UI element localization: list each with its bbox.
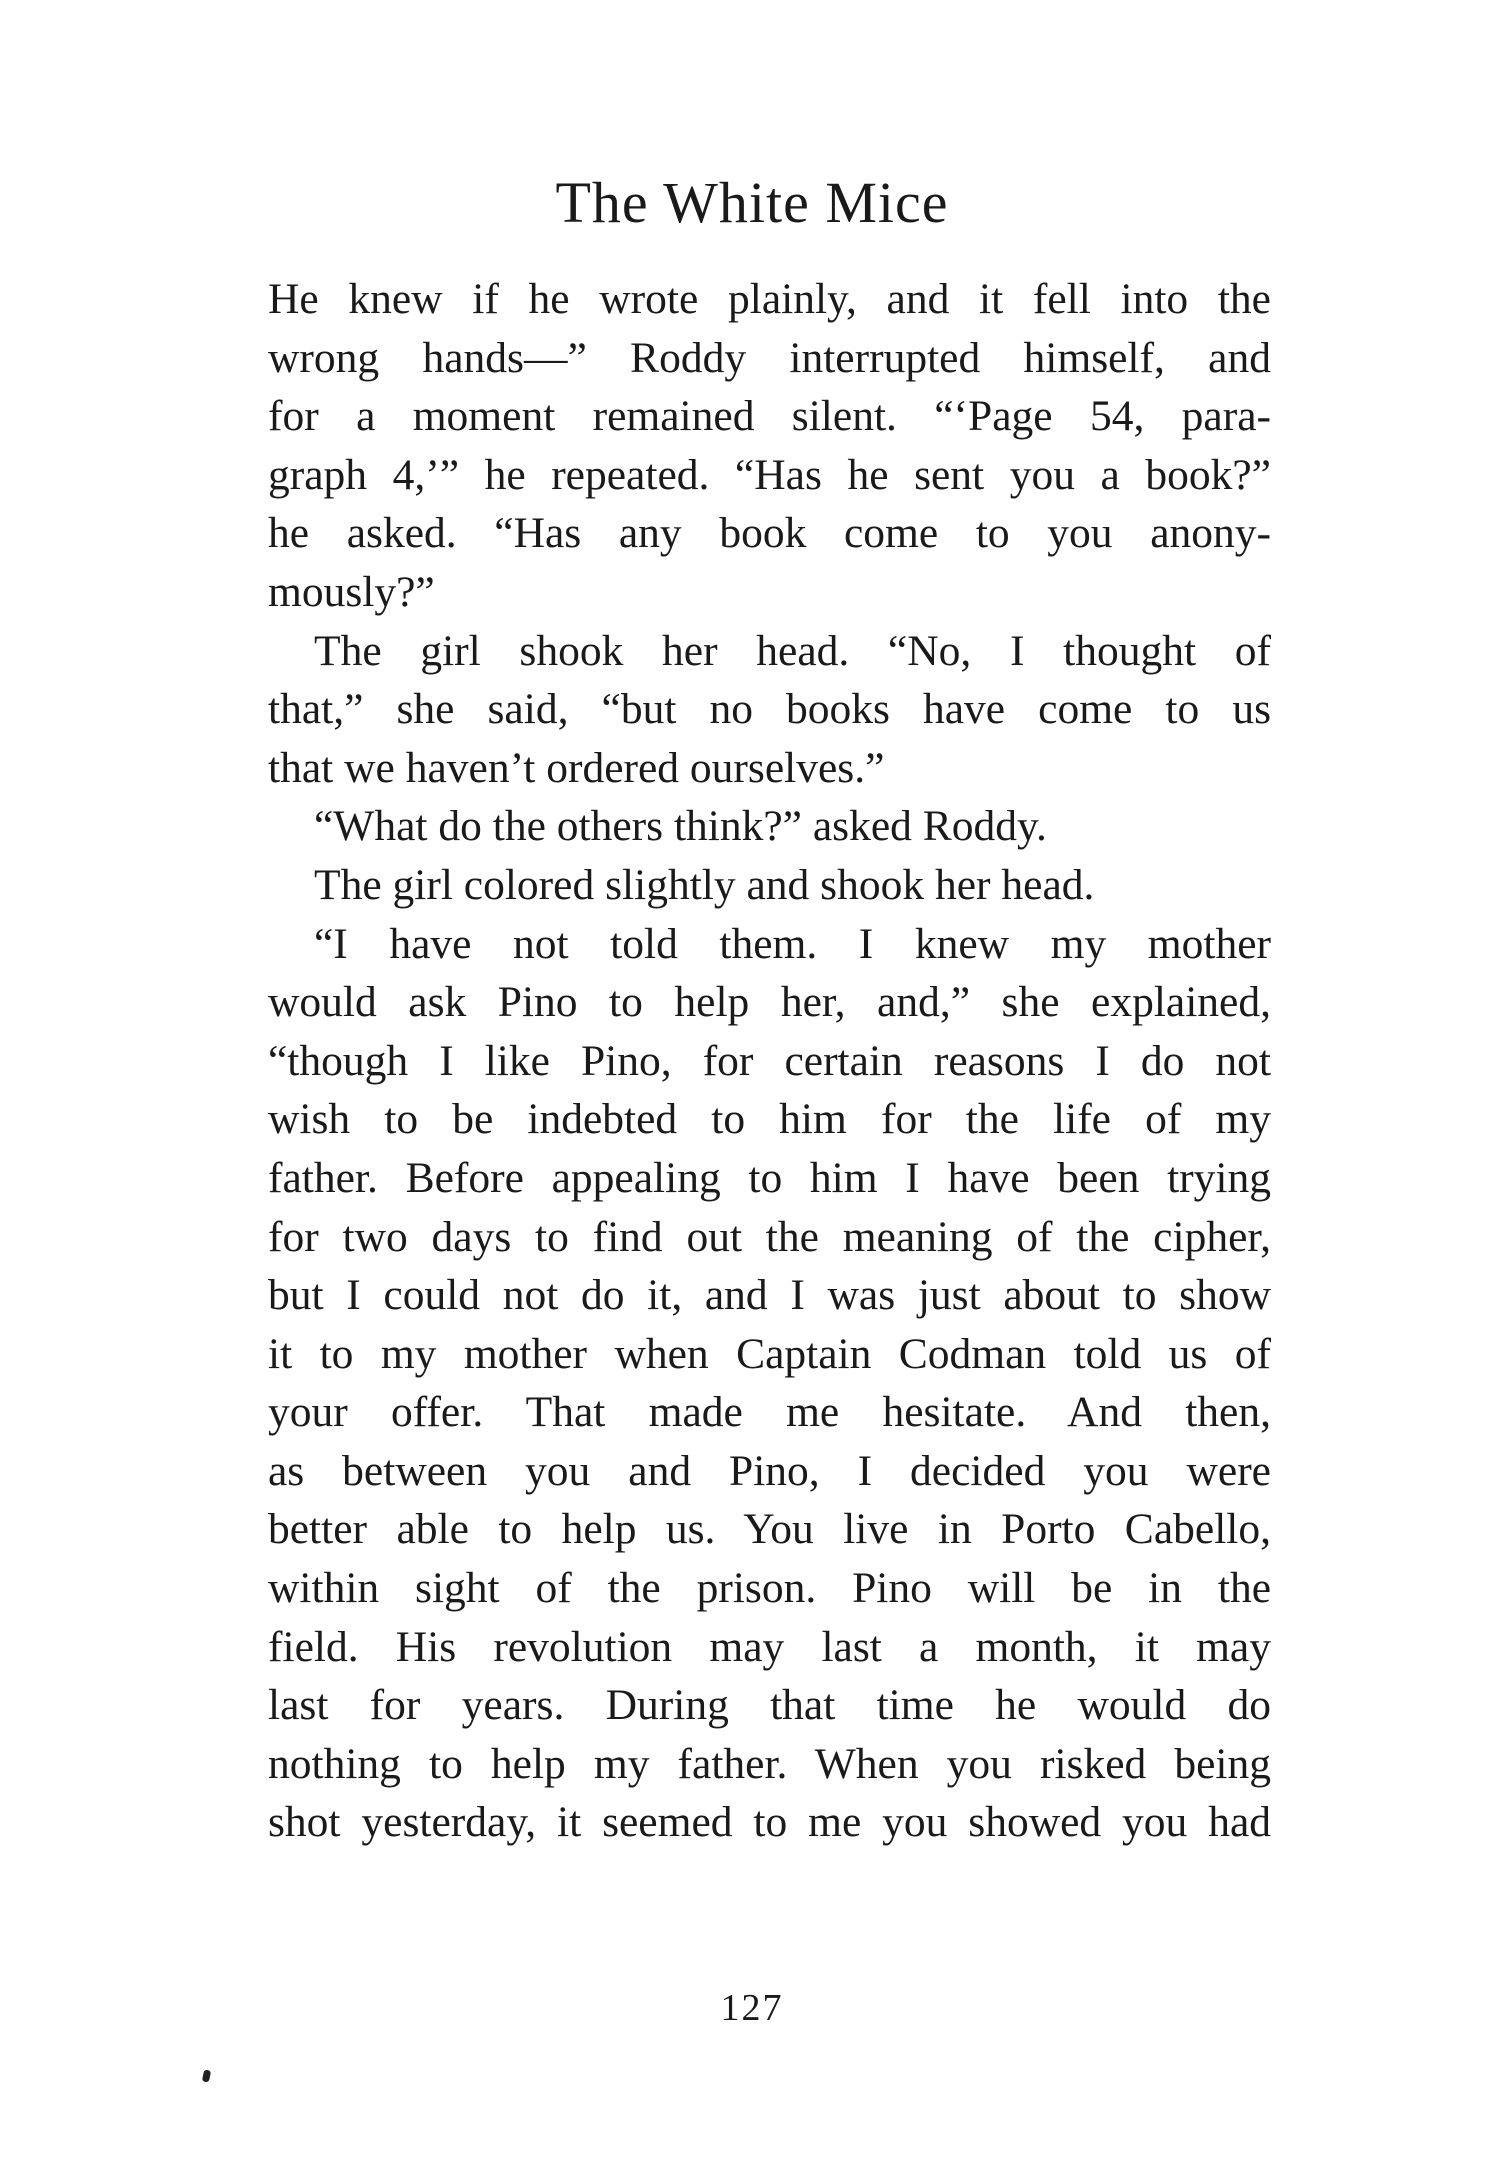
text-line: it to my mother when Captain Codman told us of	[268, 1329, 1271, 1378]
text-line: but I could not do it, and I was just about to show	[268, 1271, 1271, 1320]
text-line: that,” she said, “but no books have come to us	[268, 685, 1271, 734]
text-line: “though I like Pino, for certain reasons I do not	[268, 1036, 1271, 1085]
text-line: mously?”	[268, 567, 435, 616]
text-line: for a moment remained silent. “‘Page 54, para-	[268, 392, 1271, 441]
text-line: your offer. That made me hesitate. And then,	[268, 1388, 1271, 1437]
text-line: “I have not told them. I knew my mother	[314, 919, 1271, 968]
text-line: The girl colored slightly and shook her head.	[314, 860, 1095, 909]
text-line: last for years. During that time he would do	[268, 1681, 1271, 1730]
text-line: wish to be indebted to him for the life of my	[268, 1095, 1271, 1144]
text-line: father. Before appealing to him I have been trying	[268, 1153, 1271, 1202]
text-line: field. His revolution may last a month, it may	[268, 1622, 1271, 1671]
text-line: The girl shook her head. “No, I thought of	[314, 626, 1271, 675]
text-line: that we haven’t ordered ourselves.”	[268, 743, 885, 792]
text-line: for two days to find out the meaning of the cipher,	[268, 1212, 1271, 1261]
page-title: The White Mice	[555, 170, 949, 235]
text-line: better able to help us. You live in Porto Cabello,	[268, 1505, 1271, 1554]
text-line: as between you and Pino, I decided you were	[268, 1446, 1271, 1495]
body-text	[268, 270, 1271, 1852]
text-line: wrong hands—” Roddy interrupted himself, and	[268, 333, 1271, 382]
text-line: nothing to help my father. When you risked being	[268, 1739, 1271, 1788]
text-line: within sight of the prison. Pino will be in the	[268, 1564, 1271, 1613]
text-line: He knew if he wrote plainly, and it fell into the	[268, 275, 1271, 323]
text-line: he asked. “Has any book come to you anony-	[268, 509, 1271, 558]
text-line: “What do the others think?” asked Roddy.	[314, 802, 1047, 851]
page-number: 127	[720, 1987, 784, 2029]
text-line: shot yesterday, it seemed to me you showed you had	[268, 1798, 1271, 1847]
ink-speck-mark	[202, 2069, 211, 2082]
text-line: would ask Pino to help her, and,” she explained,	[268, 978, 1271, 1027]
text-line: graph 4,’” he repeated. “Has he sent you a book?”	[268, 450, 1271, 499]
